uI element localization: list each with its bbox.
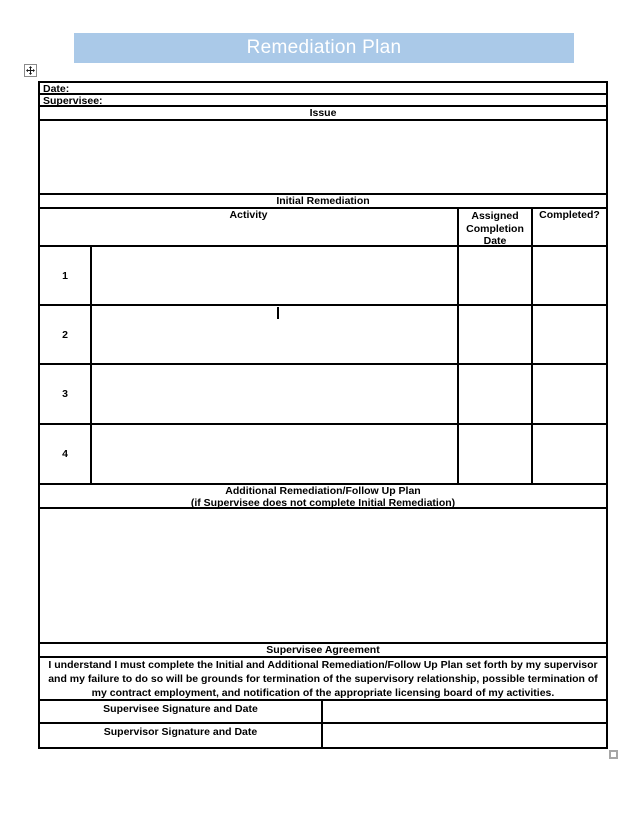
additional-remediation-header-line1: Additional Remediation/Follow Up Plan [225,485,421,497]
completed-column-header: Completed? [533,209,606,247]
activity-row-4-number: 4 [40,425,92,485]
activity-row-4-activity-cell[interactable] [92,425,459,485]
activity-row-3-number: 3 [40,365,92,425]
additional-remediation-header-line2: (if Supervisee does not complete Initial Remediation) [190,497,456,509]
supervisee-row[interactable] [40,95,606,107]
supervisee-signature-label: Supervisee Signature and Date [40,701,323,724]
activity-row-1-number: 1 [40,247,92,306]
agreement-text: I understand I must complete the Initial and Additional Remediation/Follow Up Plan set forth by my supervisor and my failure to do so will be grounds for termination of the supervisory relationship, possible termination of my contract employment, and notification of the appropriate licensing board of my activities. [40,658,606,701]
activity-row-3-activity-cell[interactable] [92,365,459,425]
activity-row-3-assigned-date-cell[interactable] [459,365,533,425]
supervisee-label: Supervisee: [43,95,103,107]
text-cursor [277,307,279,319]
issue-section-header: Issue [40,107,606,121]
activity-row-2-assigned-date-cell[interactable] [459,306,533,365]
additional-remediation-section-header [40,485,606,509]
activity-row-2-activity-cell[interactable] [92,306,459,365]
remediation-form-table [38,81,608,749]
supervisee-agreement-section-header: Supervisee Agreement [40,644,606,658]
supervisee-signature-input-area[interactable] [323,701,606,724]
assigned-completion-date-column-header: Assigned Completion Date [459,209,533,247]
supervisor-signature-input-area[interactable] [323,724,606,747]
initial-remediation-section-header: Initial Remediation [40,195,606,209]
activity-row-1-assigned-date-cell[interactable] [459,247,533,306]
title-banner [74,33,574,63]
table-move-handle[interactable] [24,64,37,77]
additional-remediation-input-area[interactable] [40,509,606,644]
supervisor-signature-label: Supervisor Signature and Date [40,724,323,747]
activity-row-4-completed-cell[interactable] [533,425,606,485]
move-icon [26,66,35,75]
activity-row-2-completed-cell[interactable] [533,306,606,365]
activity-row-1-activity-cell[interactable] [92,247,459,306]
activity-row-1-completed-cell[interactable] [533,247,606,306]
activity-column-header: Activity [40,209,459,247]
activity-row-4-assigned-date-cell[interactable] [459,425,533,485]
activity-row-2-number: 2 [40,306,92,365]
date-row[interactable] [40,83,606,95]
activity-row-3-completed-cell[interactable] [533,365,606,425]
table-resize-handle[interactable] [609,750,618,759]
page-title: Remediation Plan [246,37,402,58]
issue-input-area[interactable] [40,121,606,195]
date-label: Date: [43,83,70,95]
